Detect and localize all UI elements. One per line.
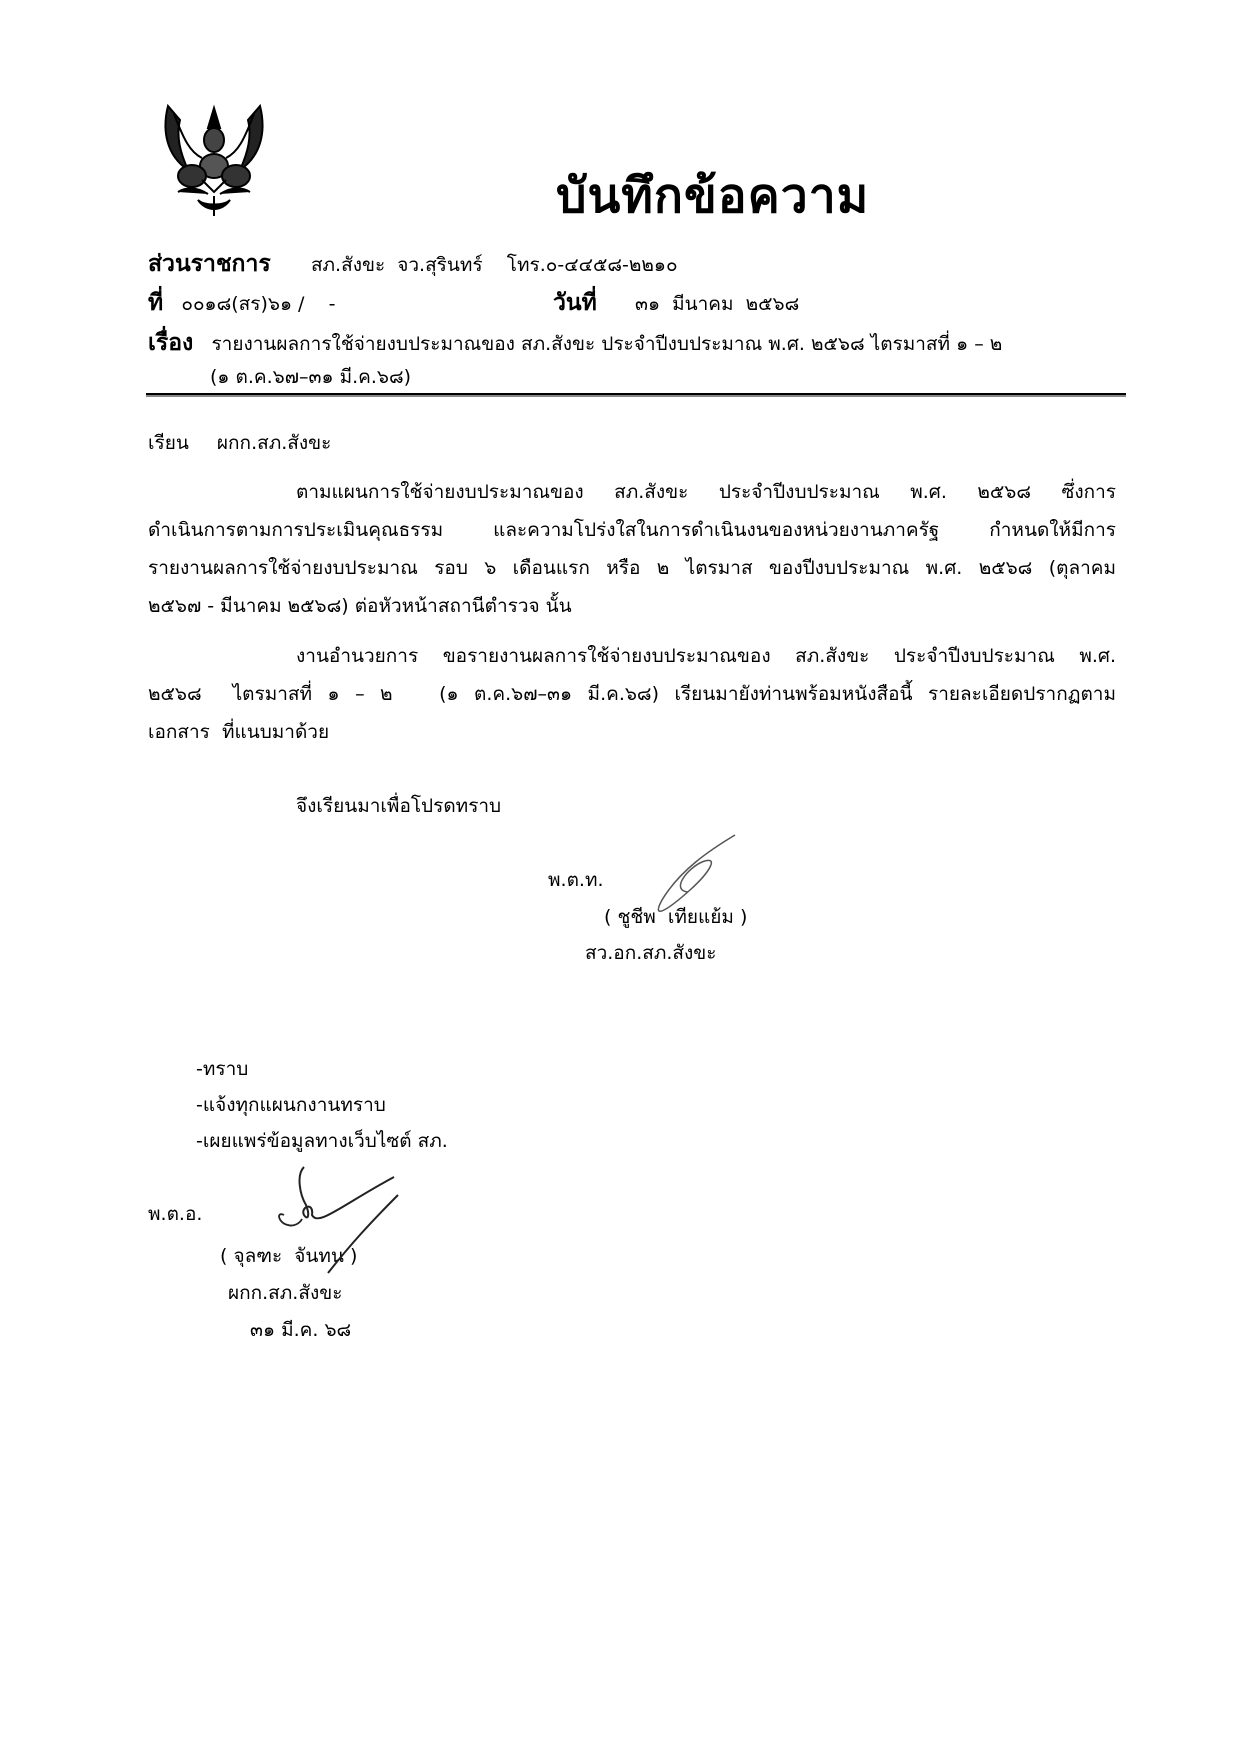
agency-value: สภ.สังขะ จว.สุรินทร์ โทร.๐-๔๔๕๘-๒๒๑๐ [310, 254, 678, 276]
signature-2-icon [270, 1165, 410, 1275]
signer1-rank: พ.ต.ท. [548, 869, 604, 891]
subject-row [148, 325, 1002, 361]
paragraph-2-line-3: เอกสาร ที่แนบมาด้วย [148, 721, 330, 743]
order-item-2: -แจ้งทุกแผนกงานทราบ [196, 1094, 386, 1116]
closing-text: จึงเรียนมาเพื่อโปรดทราบ [296, 795, 502, 817]
document-number-row [148, 285, 335, 321]
date-value: ๓๑ มีนาคม ๒๕๖๘ [635, 293, 800, 315]
paragraph-2-line-1: งานอำนวยการ ขอรายงานผลการใช้จ่ายงบประมาณของ สภ.สังขะ ประจำปีงบประมาณ พ.ศ. [296, 645, 1116, 667]
order-item-1: -ทราบ [196, 1058, 249, 1080]
garuda-emblem-icon [158, 100, 270, 218]
paragraph-1-line-2: ดำเนินการตามการประเมินคุณธรรม และความโปร่งใสในการดำเนินงนของหน่วยงานภาครัฐ กำหนดให้มีการ [148, 519, 1116, 541]
subject-label: เรื่อง [148, 330, 194, 356]
number-value: ๐๐๑๘(สร)๖๑ / - [181, 293, 336, 315]
agency-label: ส่วนราชการ [148, 251, 271, 277]
signature-1-icon [640, 830, 740, 930]
paragraph-2-line-2: ๒๕๖๘ ไตรมาสที่ ๑ – ๒ (๑ ต.ค.๖๗–๓๑ มี.ค.๖๘) เรียนมายังท่านพร้อมหนังสือนี้ รายละเอียดปรากฏตาม [148, 683, 1116, 705]
paragraph-1-line-3: รายงานผลการใช้จ่ายงบประมาณ รอบ ๖ เดือนแรก หรือ ๒ ไตรมาส ของปีงบประมาณ พ.ศ. ๒๕๖๘ (ตุลาคม [148, 557, 1116, 579]
subject-value: รายงานผลการใช้จ่ายงบประมาณของ สภ.สังขะ ประจำปีงบประมาณ พ.ศ. ๒๕๖๘ ไตรมาสที่ ๑ – ๒ [211, 333, 1003, 355]
header-divider [146, 393, 1126, 395]
paragraph-1-line-4: ๒๕๖๗ - มีนาคม ๒๕๖๘) ต่อหัวหน้าสถานีตำรวจ นั้น [148, 595, 572, 617]
number-label: ที่ [148, 290, 164, 316]
date-row [553, 285, 799, 321]
paragraph-1-line-1: ตามแผนการใช้จ่ายงบประมาณของ สภ.สังขะ ประจำปีงบประมาณ พ.ศ. ๒๕๖๘ ซึ่งการ [296, 481, 1116, 503]
order-item-3: -เผยแพร่ข้อมูลทางเว็บไซต์ สภ. [196, 1130, 448, 1152]
document-title: บันทึกข้อความ [556, 168, 870, 224]
signer1-position: สว.อก.สภ.สังขะ [585, 942, 717, 964]
signer2-date: ๓๑ มี.ค. ๖๘ [250, 1319, 352, 1341]
date-label: วันที่ [553, 290, 597, 316]
salutation-value: ผกก.สภ.สังขะ [216, 432, 332, 454]
subject-value-continued: (๑ ต.ค.๖๗–๓๑ มี.ค.๖๘) [210, 366, 412, 388]
signer2-name: ( จุลฑะ จันทน ) [220, 1245, 358, 1267]
salutation-label: เรียน [148, 432, 189, 454]
signer2-rank: พ.ต.อ. [148, 1203, 203, 1225]
salutation [148, 431, 331, 455]
agency-row [148, 246, 678, 282]
signer1-name: ( ชูชีพ เทียแย้ม ) [604, 906, 748, 928]
signer2-position: ผกก.สภ.สังขะ [228, 1282, 343, 1304]
